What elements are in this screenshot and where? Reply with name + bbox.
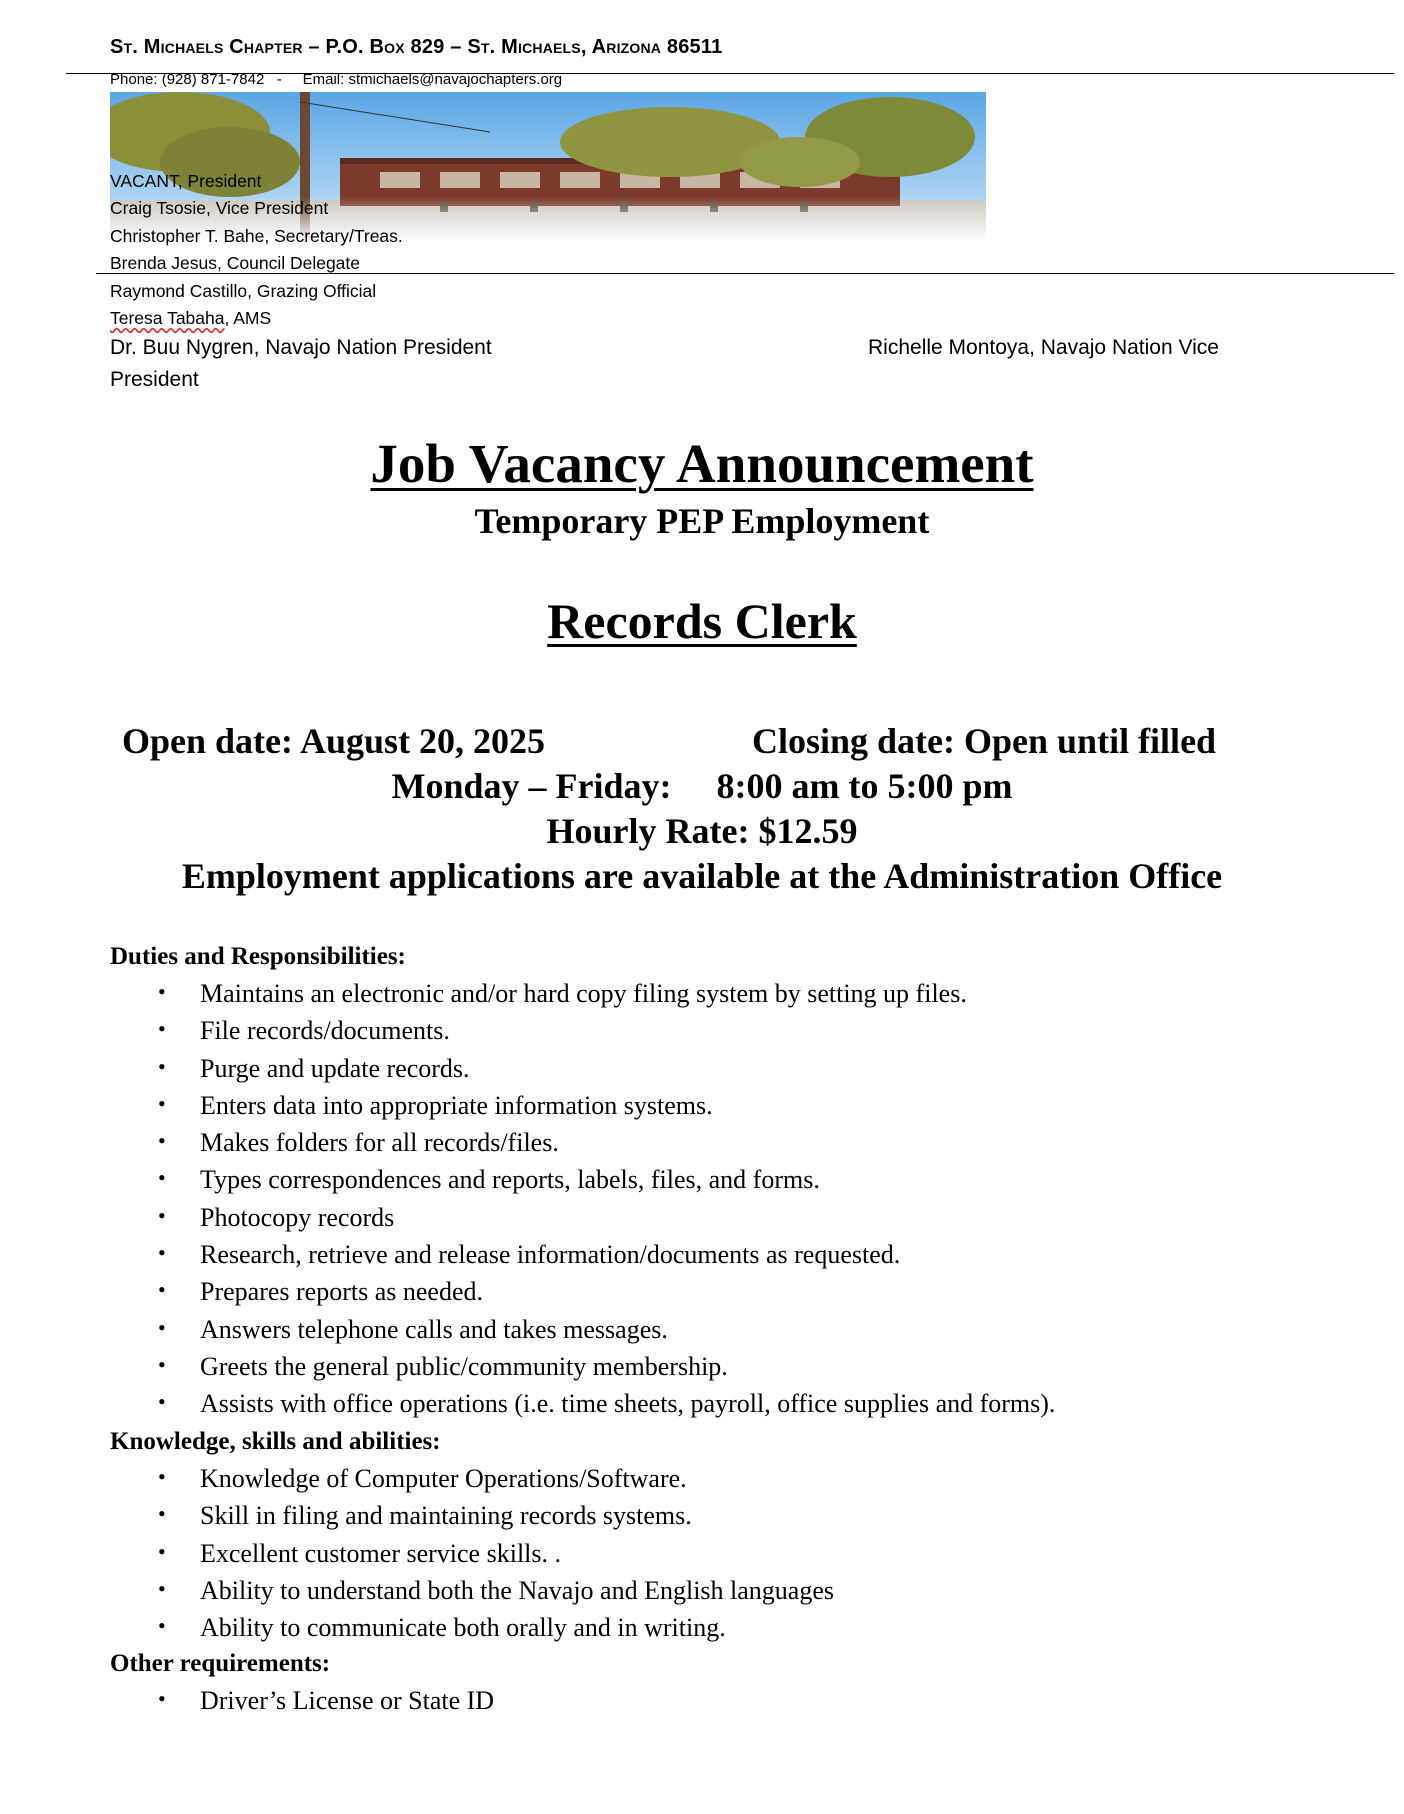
official-secretary-treasurer: Christopher T. Bahe, Secretary/Treas. bbox=[110, 225, 403, 246]
hourly-rate: Hourly Rate: $12.59 bbox=[546, 811, 858, 851]
official-grazing: Raymond Castillo, Grazing Official bbox=[110, 280, 377, 301]
official-council-delegate: Brenda Jesus, Council Delegate bbox=[110, 253, 361, 274]
other-requirements-section bbox=[110, 1645, 494, 1719]
list-item-text: Maintains an electronic and/or hard copy filing system by setting up files. bbox=[200, 979, 967, 1008]
nation-vice-president: Richelle Montoya, Navajo Nation Vice bbox=[868, 336, 1219, 360]
chapter-letterhead-title: St. Michaels Chapter – P.O. Box 829 – St. Michaels, Arizona 86511 bbox=[110, 36, 723, 58]
bullet-icon: • bbox=[158, 1351, 166, 1377]
list-item-text: Assists with office operations (i.e. time sheets, payroll, office supplies and forms). bbox=[200, 1389, 1056, 1419]
list-item bbox=[110, 1087, 1055, 1124]
list-item bbox=[110, 1460, 834, 1497]
list-item bbox=[110, 1199, 1055, 1236]
bullet-icon: • bbox=[158, 1053, 166, 1079]
duties-section bbox=[110, 938, 1055, 1423]
list-item bbox=[110, 1348, 1055, 1385]
bullet-icon: • bbox=[158, 1314, 166, 1340]
applications-note: Employment applications are available at the Administration Office bbox=[181, 856, 1223, 896]
list-item-text: Excellent customer service skills. . bbox=[200, 1538, 562, 1568]
duties-list bbox=[110, 975, 1055, 1423]
list-item-text: Enters data into appropriate information systems. bbox=[200, 1090, 713, 1120]
bullet-icon: • bbox=[158, 1464, 166, 1489]
list-item bbox=[110, 1682, 494, 1719]
skills-list bbox=[110, 1460, 834, 1646]
list-item bbox=[110, 975, 1055, 1012]
nation-president: Dr. Buu Nygren, Navajo Nation President bbox=[110, 336, 492, 360]
list-item bbox=[110, 1012, 1055, 1049]
list-item bbox=[110, 1609, 834, 1646]
bullet-icon: • bbox=[158, 1389, 166, 1415]
bullet-icon: • bbox=[158, 1575, 166, 1601]
bullet-icon: • bbox=[158, 1128, 166, 1154]
list-item-text: Research, retrieve and release information/documents as requested. bbox=[200, 1240, 901, 1270]
list-item bbox=[110, 1311, 1055, 1348]
work-hours: Monday – Friday: 8:00 am to 5:00 pm bbox=[391, 766, 1013, 806]
list-item-text: Prepares reports as needed. bbox=[200, 1277, 483, 1307]
list-item-text: File records/documents. bbox=[200, 1016, 450, 1046]
bullet-icon: • bbox=[158, 1016, 166, 1042]
duties-heading: Duties and Responsibilities: bbox=[110, 943, 406, 970]
list-item bbox=[110, 1161, 1055, 1198]
list-item-text: Purge and update records. bbox=[200, 1053, 470, 1083]
list-item bbox=[110, 1124, 1055, 1161]
skills-section bbox=[110, 1423, 834, 1646]
list-item-text: Makes folders for all records/files. bbox=[200, 1128, 559, 1158]
bullet-icon: • bbox=[158, 1538, 166, 1564]
list-item bbox=[110, 1572, 834, 1609]
list-item-text: Driver’s License or State ID bbox=[200, 1686, 495, 1715]
bullet-icon: • bbox=[158, 1090, 166, 1116]
list-item bbox=[110, 1050, 1055, 1087]
bullet-icon: • bbox=[158, 1165, 166, 1191]
dates-row bbox=[122, 720, 1282, 762]
open-date: Open date: August 20, 2025 bbox=[122, 721, 546, 761]
list-item-text: Knowledge of Computer Operations/Software. bbox=[200, 1464, 687, 1493]
announcement-title: Job Vacancy Announcement bbox=[370, 433, 1034, 494]
chapter-contact-line: Phone: (928) 871-7842 - Email: stmichaels@navajochapters.org bbox=[110, 71, 563, 88]
list-item-text: Types correspondences and reports, labels, files, and forms. bbox=[200, 1165, 820, 1195]
list-item bbox=[110, 1236, 1055, 1273]
list-item-text: Ability to communicate both orally and in writing. bbox=[200, 1613, 726, 1643]
nation-vice-president-cont: President bbox=[110, 368, 199, 392]
bullet-icon: • bbox=[158, 1202, 166, 1228]
bullet-icon: • bbox=[158, 1613, 166, 1639]
list-item bbox=[110, 1273, 1055, 1310]
list-item bbox=[110, 1385, 1055, 1422]
bullet-icon: • bbox=[158, 1240, 166, 1266]
other-requirements-list bbox=[110, 1682, 494, 1719]
official-president: VACANT, President bbox=[110, 171, 262, 191]
job-title: Records Clerk bbox=[547, 593, 857, 649]
list-item-text: Ability to understand both the Navajo and English languages bbox=[200, 1575, 834, 1605]
bullet-icon: • bbox=[158, 1686, 166, 1711]
closing-date: Closing date: Open until filled bbox=[752, 721, 1217, 761]
ams-name: Teresa Tabaha bbox=[110, 308, 225, 329]
official-vice-president: Craig Tsosie, Vice President bbox=[110, 198, 329, 219]
list-item-text: Photocopy records bbox=[200, 1202, 395, 1232]
bullet-icon: • bbox=[158, 979, 166, 1004]
announcement-subtitle: Temporary PEP Employment bbox=[474, 501, 930, 541]
list-item-text: Answers telephone calls and takes messages. bbox=[200, 1314, 668, 1344]
bullet-icon: • bbox=[158, 1277, 166, 1303]
list-item bbox=[110, 1535, 834, 1572]
skills-heading: Knowledge, skills and abilities: bbox=[110, 1428, 441, 1455]
bullet-icon: • bbox=[158, 1501, 166, 1527]
list-item-text: Skill in filing and maintaining records systems. bbox=[200, 1501, 692, 1531]
other-requirements-heading: Other requirements: bbox=[110, 1650, 331, 1677]
nation-leaders-row bbox=[110, 332, 1290, 364]
list-item bbox=[110, 1497, 834, 1534]
chapter-officials-list bbox=[110, 168, 1290, 396]
list-item-text: Greets the general public/community membership. bbox=[200, 1351, 728, 1381]
official-ams bbox=[110, 305, 1290, 332]
ams-title: , AMS bbox=[224, 308, 272, 329]
